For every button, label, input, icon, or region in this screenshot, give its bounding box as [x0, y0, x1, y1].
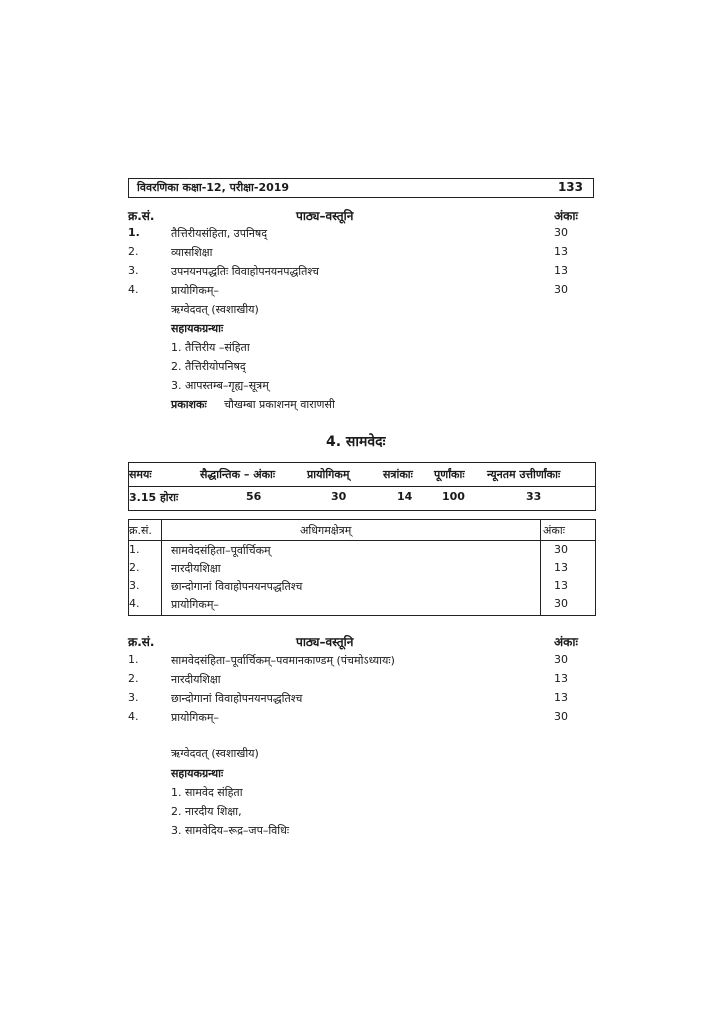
page-header [128, 178, 594, 198]
table2-row-marks: 30 [554, 543, 568, 556]
publisher-label: प्रकाशकः [171, 398, 207, 411]
table1-row-marks: 30 [554, 226, 568, 239]
table1-row-marks: 13 [554, 245, 568, 258]
table3-book: 2. नारदीय शिक्षा, [171, 805, 242, 818]
table1-extra: ऋग्वेदवत् (स्वशाखीय) [171, 303, 259, 316]
table3-row-content: सामवेदसंहिता–पूर्वार्चिकम्–पवमानकाण्डम् (पंचमोऽध्यायः) [171, 654, 395, 667]
table1-row-content: प्रायोगिकम्– [171, 284, 219, 297]
table1-row-marks: 13 [554, 264, 568, 277]
table2-row-marks: 30 [554, 597, 568, 610]
table1-book: 1. तैत्तिरीय –संहिता [171, 341, 250, 354]
publisher-name: चौखम्बा प्रकाशनम् वाराणसी [224, 398, 335, 411]
table3-row-num: 4. [128, 710, 139, 723]
table1-book: 3. आपस्तम्ब–गृह्य–सूत्रम् [171, 379, 269, 392]
table-hline [129, 540, 595, 541]
table3-row-marks: 30 [554, 653, 568, 666]
table3-row-num: 2. [128, 672, 139, 685]
schedule-v-time: 3.15 होराः [129, 491, 179, 504]
table1-row-num: 4. [128, 283, 139, 296]
table2-col-marks: अंकाः [543, 524, 565, 537]
schedule-divider [129, 486, 595, 487]
schedule-v-practical: 30 [331, 490, 347, 503]
table1-row-content: तैत्तिरीयसंहिता, उपनिषद् [171, 227, 268, 240]
schedule-h-time: समयः [129, 468, 152, 481]
schedule-table [128, 462, 596, 511]
table2-row-num: 4. [129, 597, 140, 610]
table3-row-marks: 13 [554, 672, 568, 685]
table3-col-content: पाठ्य–वस्तूनि [296, 635, 354, 649]
table3-row-content: छान्दोगानां विवाहोपनयनपद्धतिश्च [171, 692, 303, 705]
table1-book: 2. तैत्तिरीयोपनिषद् [171, 360, 246, 373]
table1-row-content: उपनयनपद्धतिः विवाहोपनयनपद्धतिश्च [171, 265, 320, 278]
table2-row-marks: 13 [554, 579, 568, 592]
table1-row-num: 3. [128, 264, 139, 277]
table1-row-num: 2. [128, 245, 139, 258]
table2-row-num: 1. [129, 543, 140, 556]
table2-row-num: 3. [129, 579, 140, 592]
table2-row-content: छान्दोगानां विवाहोपनयनपद्धतिश्च [171, 580, 303, 593]
header-title: विवरणिका कक्षा-12, परीक्षा-2019 [137, 181, 290, 194]
table3-row-content: प्रायोगिकम्– [171, 711, 219, 724]
schedule-v-total: 100 [442, 490, 465, 503]
table3-col-num: क्र.सं. [128, 635, 155, 649]
schedule-h-sessional: सत्रांकाः [383, 468, 413, 481]
table1-col-marks: अंकाः [554, 209, 578, 223]
table3-col-marks: अंकाः [554, 635, 578, 649]
table3-row-marks: 30 [554, 710, 568, 723]
table1-row-marks: 30 [554, 283, 568, 296]
table1-row-num: 1. [128, 226, 140, 239]
syllabus-table [128, 519, 596, 616]
table1-col-num: क्र.सं. [128, 209, 155, 223]
schedule-h-theory: सैद्धान्तिक – अंकाः [200, 468, 276, 481]
table3-row-num: 1. [128, 653, 139, 666]
section-title: 4. सामवेदः [326, 434, 386, 450]
table-vline [161, 520, 162, 615]
schedule-v-theory: 56 [246, 490, 262, 503]
schedule-v-min: 33 [526, 490, 542, 503]
table3-book: 3. सामवेदिय–रूद्र–जप–विधिः [171, 824, 290, 837]
table2-row-content: नारदीयशिक्षा [171, 562, 221, 575]
table2-row-marks: 13 [554, 561, 568, 574]
table3-extra: ऋग्वेदवत् (स्वशाखीय) [171, 747, 259, 760]
table2-col-num: क्र.सं. [129, 524, 152, 537]
page-number: 133 [557, 180, 583, 194]
schedule-h-practical: प्रायोगिकम् [307, 468, 350, 481]
schedule-v-sessional: 14 [397, 490, 413, 503]
table3-books-heading: सहायकग्रन्थाः [171, 767, 224, 780]
table3-row-marks: 13 [554, 691, 568, 704]
table2-row-num: 2. [129, 561, 140, 574]
table3-book: 1. सामवेद संहिता [171, 786, 243, 799]
table1-row-content: व्यासशिक्षा [171, 246, 213, 259]
table1-books-heading: सहायकग्रन्थाः [171, 322, 224, 335]
schedule-h-min: न्यूनतम उत्तीर्णांकाः [487, 468, 561, 481]
table3-row-num: 3. [128, 691, 139, 704]
table2-row-content: सामवेदसंहिता–पूर्वार्चिकम् [171, 544, 271, 557]
table1-col-content: पाठ्य–वस्तूनि [296, 209, 354, 223]
table3-row-content: नारदीयशिक्षा [171, 673, 221, 686]
table2-col-content: अधिगमक्षेत्रम् [300, 524, 352, 537]
table-vline [540, 520, 541, 615]
schedule-h-total: पूर्णांकाः [434, 468, 465, 481]
table2-row-content: प्रायोगिकम्– [171, 598, 219, 611]
